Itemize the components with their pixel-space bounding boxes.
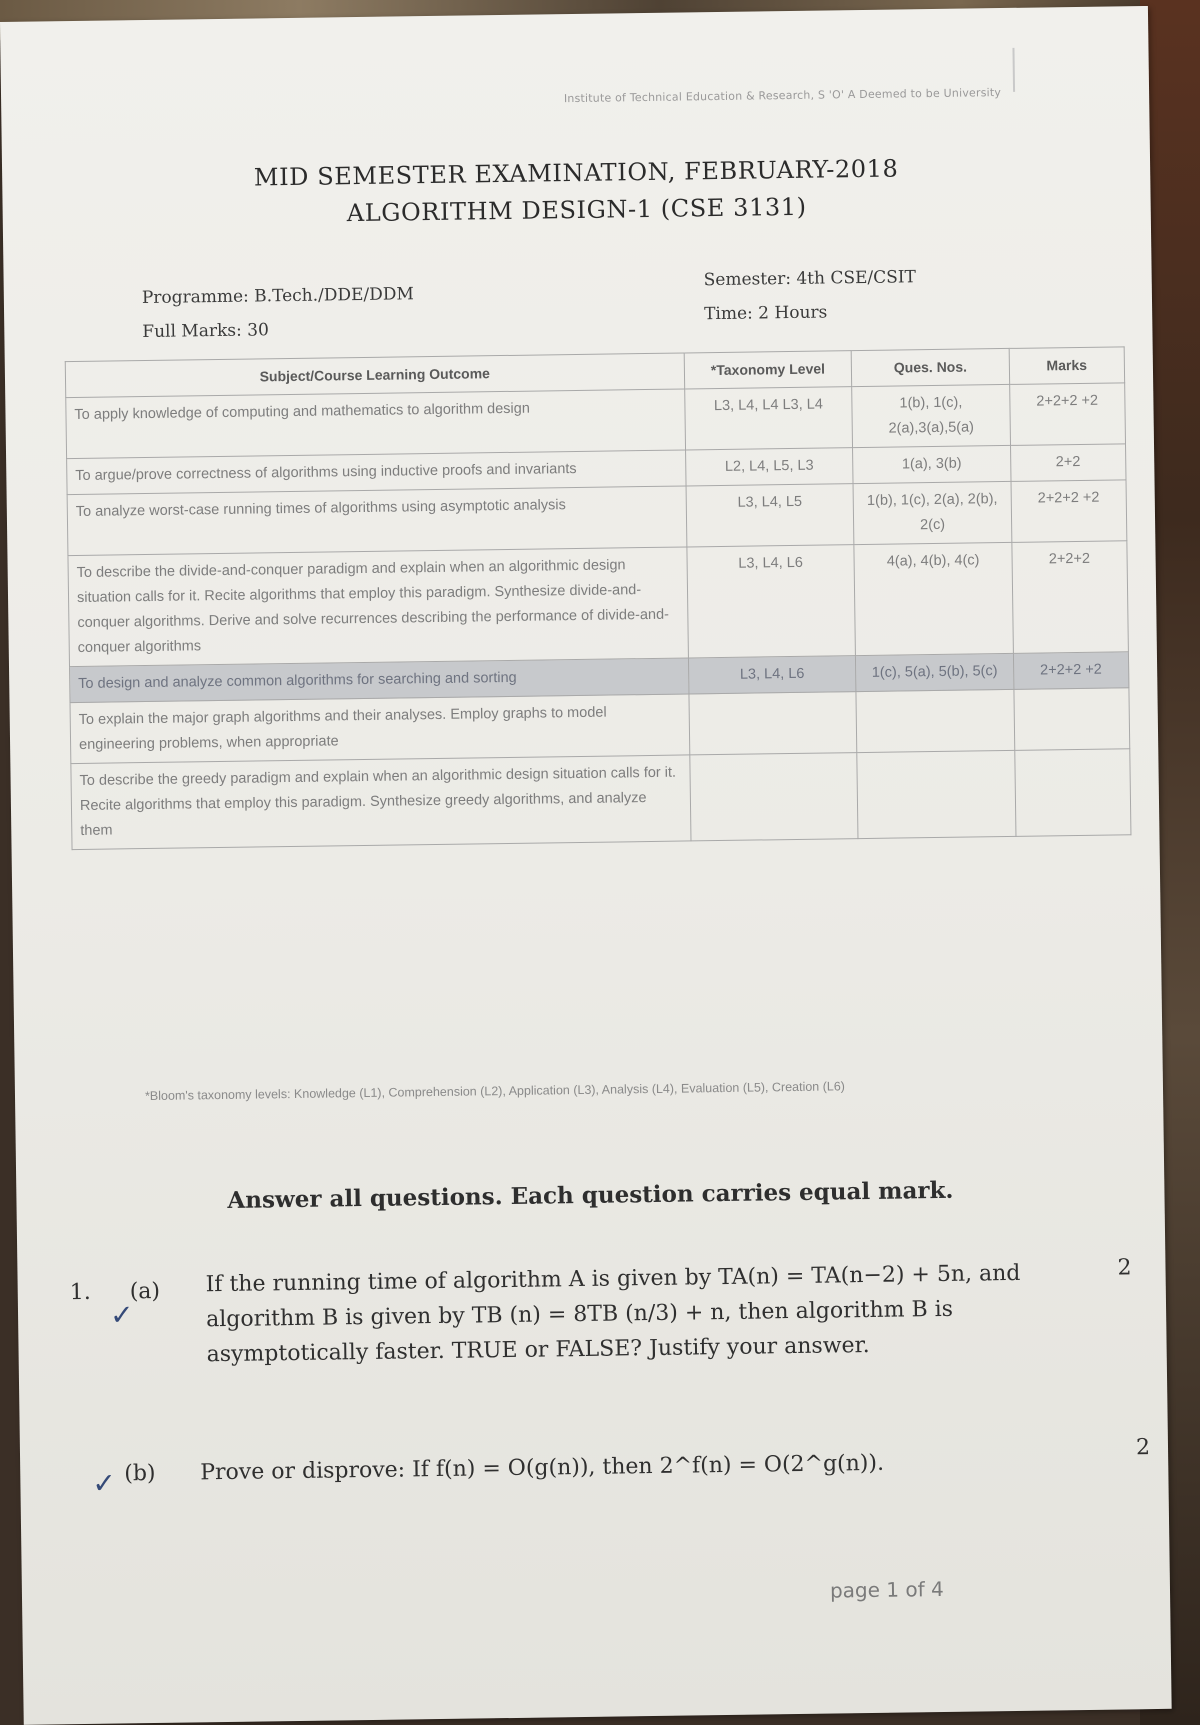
outcome-cell: To apply knowledge of computing and mathematics to algorithm design (66, 389, 685, 459)
ques-cell: 1(a), 3(b) (853, 445, 1011, 483)
table-row (68, 541, 1128, 667)
level-cell: L3, L4, L6 (688, 656, 856, 694)
ques-cell: 1(b), 1(c), 2(a),3(a),5(a) (852, 384, 1010, 447)
outcome-cell: To explain the major graph algorithms and their analyses. Employ graphs to model engineering problems, when appropriate (70, 694, 689, 764)
header-marks: Marks (1009, 347, 1125, 385)
level-cell: L3, L4, L6 (687, 545, 856, 658)
marks-cell: 2+2+2 +2 (1009, 383, 1125, 446)
marks-cell: 2+2+2 +2 (1013, 652, 1129, 690)
marks-cell (1014, 688, 1130, 751)
outcome-cell: To describe the greedy paradigm and explain when an algorithmic design situation calls for it. Recite algorithms that employ this paradigm. Synthesize greedy algorithms, and analyze them (71, 755, 691, 850)
marks-cell: 2+2 (1010, 444, 1126, 482)
full-marks: Full Marks: 30 (142, 320, 269, 343)
level-cell: L3, L4, L5 (686, 484, 855, 547)
checkmark-icon: ✓ (92, 1466, 117, 1500)
exam-instruction: Answer all questions. Each question carries equal mark. (227, 1176, 954, 1214)
course-title: ALGORITHM DESIGN-1 (CSE 3131) (346, 192, 807, 228)
level-cell: L3, L4, L4 L3, L4 (684, 387, 853, 450)
outcome-cell: To analyze worst-case running times of algorithms using asymptotic analysis (67, 486, 686, 556)
outcome-cell: To describe the divide-and-conquer paradigm and explain when an algorithmic design situation calls for it. Recite algorithms that employ this paradigm. Synthesize divide-and-conquer algorithms. Derive and solve recurrences describing the performance of divide-and-conquer algorithms (68, 547, 688, 667)
question-b-label: (b) (124, 1460, 156, 1487)
ques-cell (857, 750, 1015, 838)
checkmark-icon: ✓ (109, 1298, 134, 1332)
margin-line (1012, 48, 1015, 92)
header-level: *Taxonomy Level (684, 351, 852, 389)
question-number: 1. (69, 1279, 91, 1306)
semester: Semester: 4th CSE/CSIT (703, 267, 917, 291)
header-ques: Ques. Nos. (852, 348, 1010, 386)
learning-outcomes-table (65, 346, 1132, 850)
marks-cell: 2+2+2 (1011, 541, 1128, 654)
level-cell (689, 692, 858, 755)
marks-cell: 2+2+2 +2 (1011, 480, 1127, 543)
outcome-cell: To design and analyze common algorithms for searching and sorting (70, 658, 689, 703)
exam-paper (0, 6, 1172, 1725)
question-b-marks: 2 (1135, 1435, 1151, 1461)
ques-cell (856, 689, 1014, 752)
level-cell (689, 753, 858, 841)
question-a-label: (a) (129, 1278, 161, 1305)
ques-cell: 1(c), 5(a), 5(b), 5(c) (856, 653, 1014, 691)
institute-line: Institute of Technical Education & Research, S 'O' A Deemed to be University (563, 86, 1002, 106)
question-b-text: Prove or disprove: If f(n) = O(g(n)), then 2^f(n) = O(2^g(n)). (200, 1450, 885, 1486)
programme: Programme: B.Tech./DDE/DDM (141, 284, 415, 309)
exam-title: MID SEMESTER EXAMINATION, FEBRUARY-2018 (253, 154, 899, 192)
header-outcome: Subject/Course Learning Outcome (65, 353, 684, 398)
ques-cell: 1(b), 1(c), 2(a), 2(b), 2(c) (853, 481, 1011, 544)
marks-cell (1014, 749, 1131, 837)
outcome-cell: To argue/prove correctness of algorithms using inductive proofs and invariants (67, 450, 686, 495)
page-number: page 1 of 4 (829, 1576, 944, 1603)
time: Time: 2 Hours (704, 302, 828, 325)
ques-cell: 4(a), 4(b), 4(c) (854, 542, 1013, 655)
question-a-text: If the running time of algorithm A is given by TA(n) = TA(n−2) + 5n, and algorithm B is given by TB (n) = 8TB (n/3) + n, then algorithm B is asymptotically faster. TRUE or FALSE? Justify your answer. (205, 1260, 1021, 1368)
question-a-marks: 2 (1117, 1255, 1132, 1281)
table-row (71, 749, 1131, 850)
level-cell: L2, L4, L5, L3 (685, 448, 853, 486)
taxonomy-footnote: *Bloom's taxonomy levels: Knowledge (L1), Comprehension (L2), Application (L3), Analysis (L4), Evaluation (L5), Creation (L6) (144, 1079, 845, 1104)
